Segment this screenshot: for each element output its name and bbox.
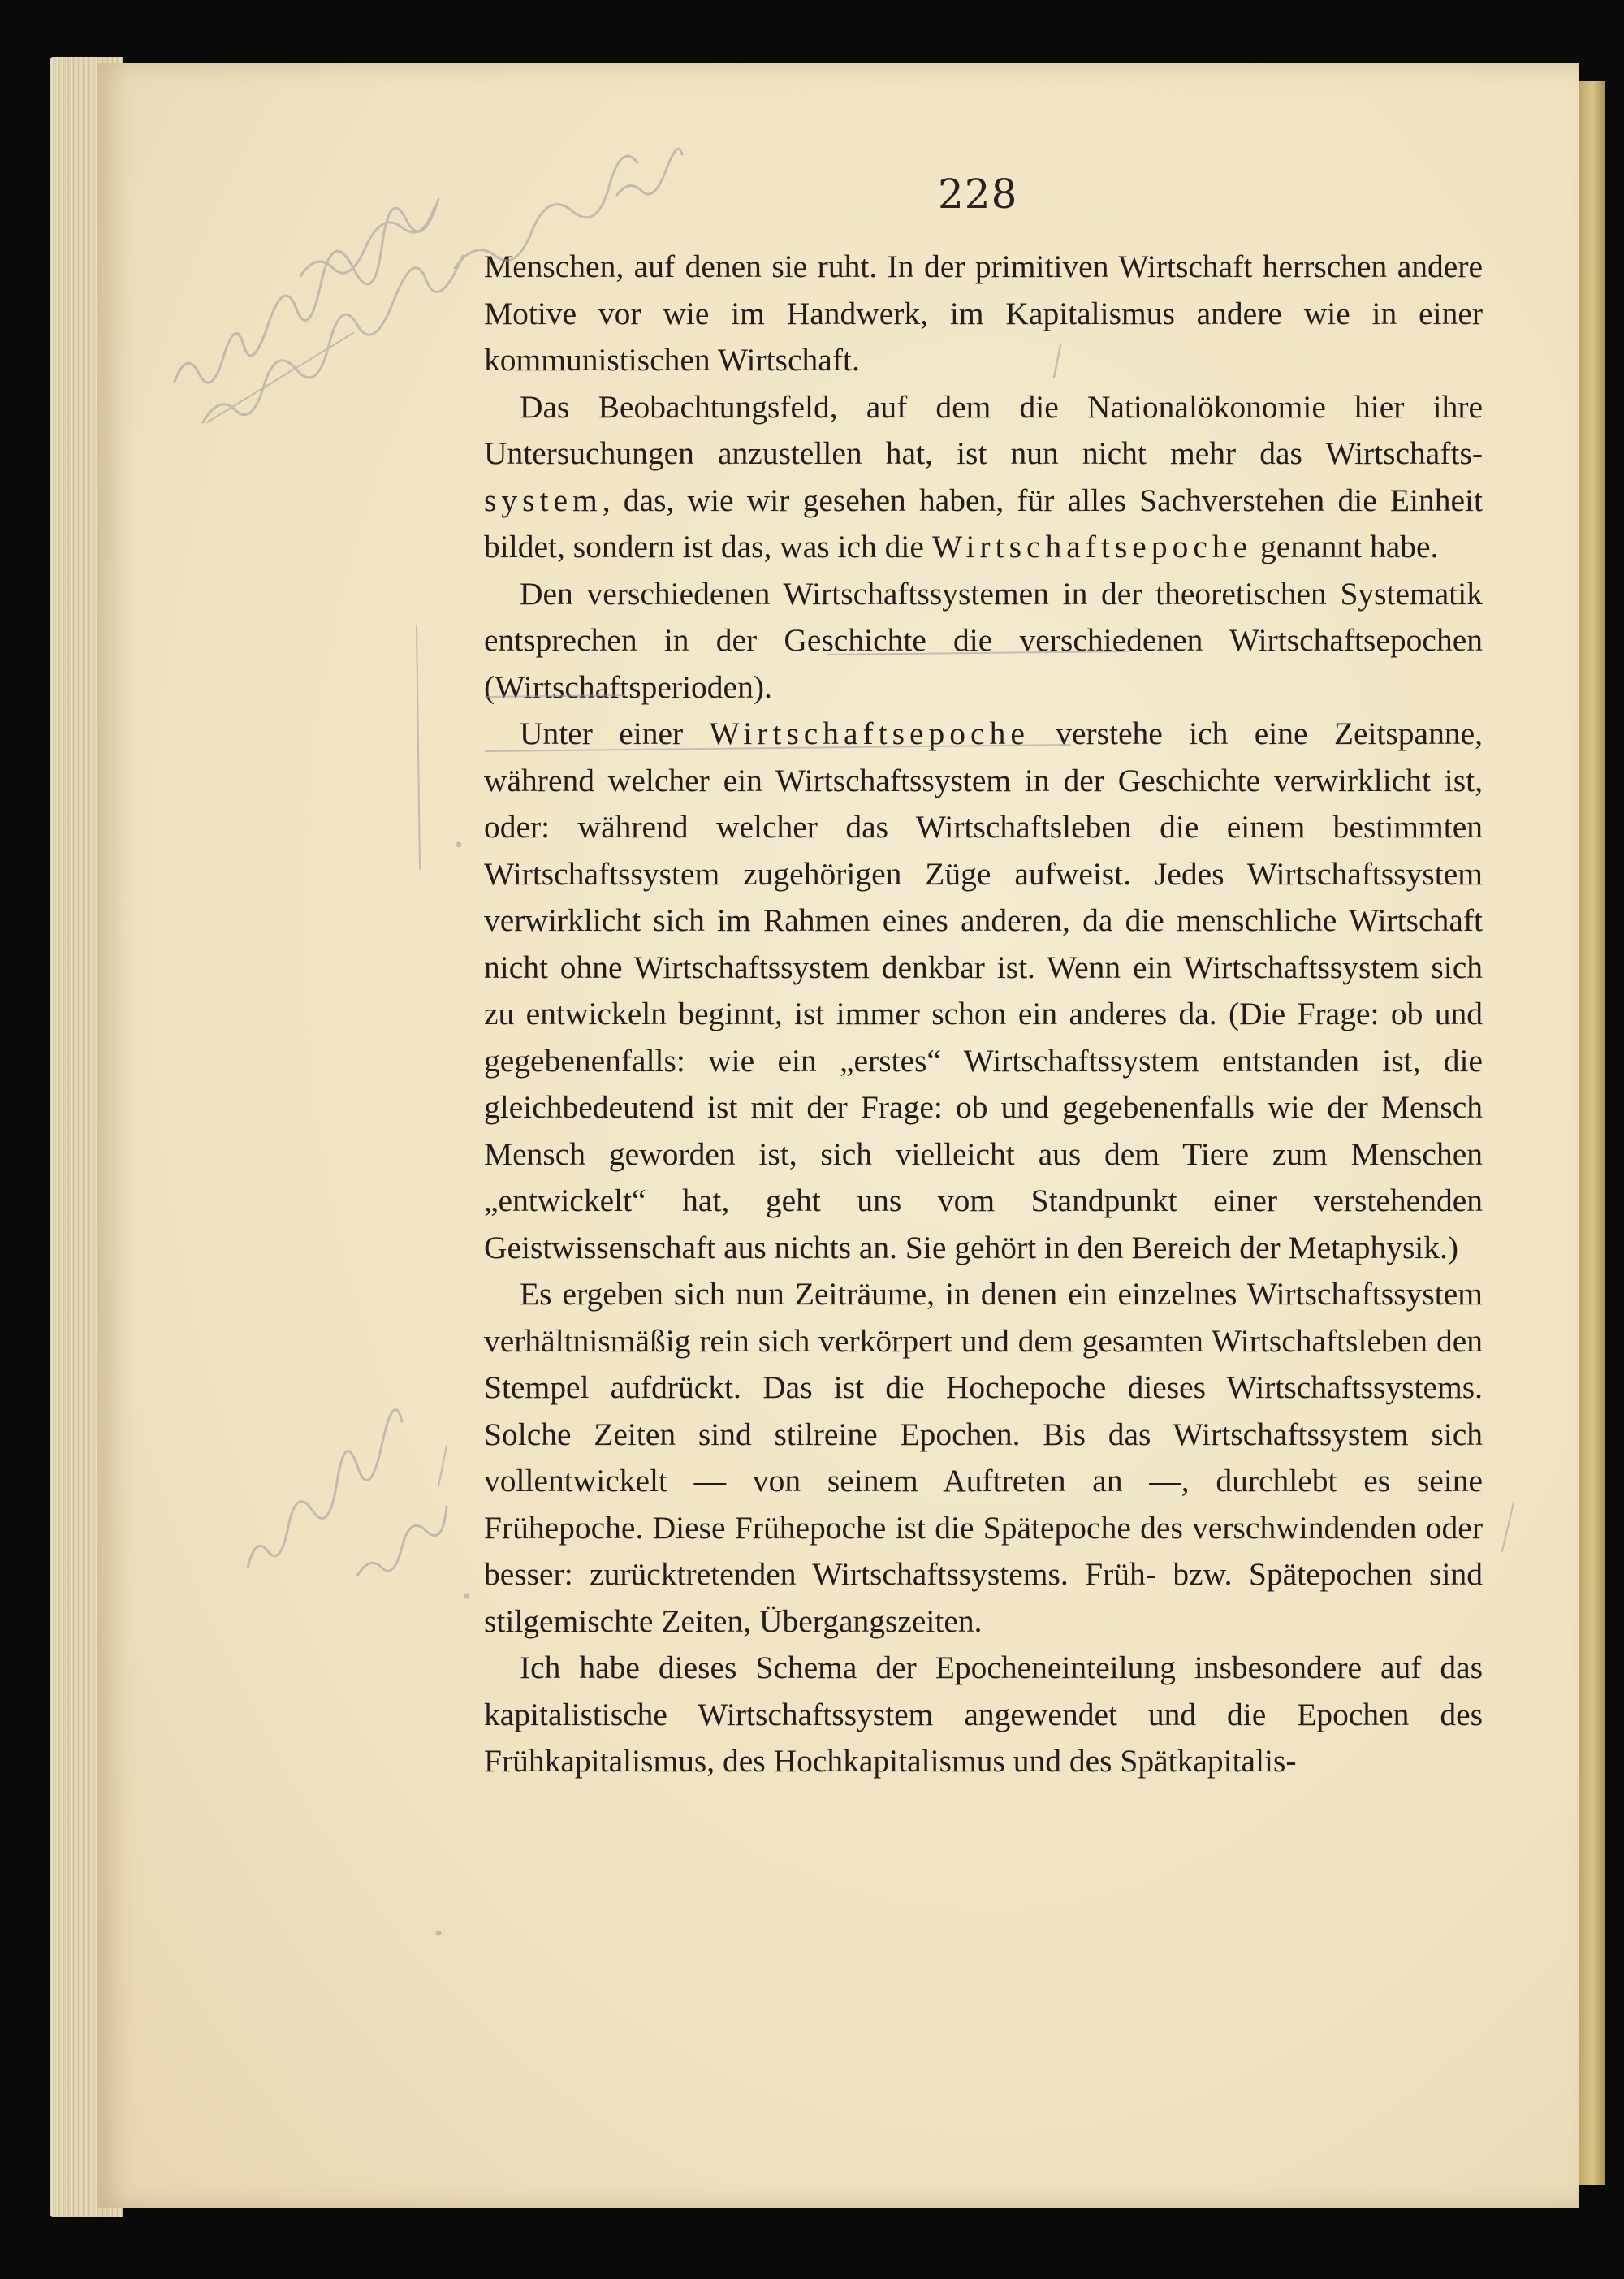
page-number: 228 bbox=[938, 171, 1018, 218]
next-page-edge bbox=[1579, 81, 1605, 2185]
emphasized-term: Wirtschaftsepoche bbox=[931, 529, 1253, 564]
text-segment: genannt habe. bbox=[1252, 529, 1439, 564]
emphasized-term: system bbox=[484, 482, 603, 518]
emphasized-term: Wirtschaftsepoche bbox=[709, 716, 1030, 751]
text-segment: Unter einer bbox=[520, 716, 710, 751]
text-segment: Das Beobachtungsfeld, auf dem die Nationalökonomie hier ihre Untersuchungen anzustellen hat, ist nun nicht mehr das Wirtschafts- bbox=[484, 388, 1483, 471]
paragraph bbox=[484, 244, 1483, 384]
paragraph bbox=[484, 711, 1483, 1271]
text-segment: , das, wie wir gesehen haben, für alles Sachverstehen die Einheit bildet, sondern ist das, was ich die bbox=[484, 482, 1483, 564]
text-segment: Es ergeben sich nun Zeiträume, in denen ein einzelnes Wirtschaftssystem verhältnismäßig rein sich verkörpert und dem gesamten Wirtschaftsleben den Stempel aufdrückt. Das ist die Hochepoche dieses Wirtschaftssystems. Solche Zeiten sind stilreine Epochen. Bis das Wirtschaftssystem sich vollentwickelt — von seinem Auftreten an —, durchlebt es seine Frühepoche. Diese Frühepoche ist die Spätepoche des verschwindenden oder besser: zurücktretenden Wirtschaftssystems. Früh- bzw. Spätepochen sind stilgemischte Zeiten, Übergangszeiten. bbox=[484, 1276, 1483, 1639]
text-segment: verstehe ich eine Zeitspanne, während welcher ein Wirtschaftssystem in der Geschichte verwirklicht ist, oder: während welcher das Wirtschaftsleben die einem bestimmten Wirtschaftssystem zugehörigen Züge aufweist. Jedes Wirtschaftssystem verwirklicht sich im Rahmen eines anderen, da die menschliche Wirtschaft nicht ohne Wirtschaftssystem denkbar ist. Wenn ein Wirtschaftssystem sich zu entwickeln beginnt, ist immer schon ein anderes da. (Die Frage: ob und gegebenenfalls: wie ein „erstes“ Wirtschaftssystem entstanden ist, die gleichbedeutend ist mit der Frage: ob und gegebenenfalls wie der Mensch Mensch geworden ist, sich vielleicht aus dem Tiere zum Menschen „entwickelt“ hat, geht uns vom Standpunkt einer verstehenden Geistwissenschaft aus nichts an. Sie gehört in den Bereich der Metaphysik.) bbox=[484, 716, 1483, 1265]
text-segment: Den verschiedenen Wirtschaftssystemen in der theoretischen Systematik entsprechen in der Geschichte die verschiedenen Wirtschaftsepochen (Wirtschaftsperioden). bbox=[484, 575, 1483, 705]
body-text bbox=[484, 244, 1483, 1785]
paragraph bbox=[484, 1645, 1483, 1785]
text-segment: Menschen, auf denen sie ruht. In der primitiven Wirtschaft herrschen andere Motive vor wie im Handwerk, im Kapitalismus andere wie in einer kommunistischen Wirtschaft. bbox=[484, 249, 1483, 378]
paragraph bbox=[484, 571, 1483, 711]
paragraph bbox=[484, 384, 1483, 571]
paragraph bbox=[484, 1271, 1483, 1645]
text-segment: Ich habe dieses Schema der Epocheneinteilung insbesondere auf das kapitalistische Wirtschaftssystem angewendet und die Epochen des Frühkapitalismus, des Hochkapitalismus und des Spätkapitalis- bbox=[484, 1650, 1483, 1779]
